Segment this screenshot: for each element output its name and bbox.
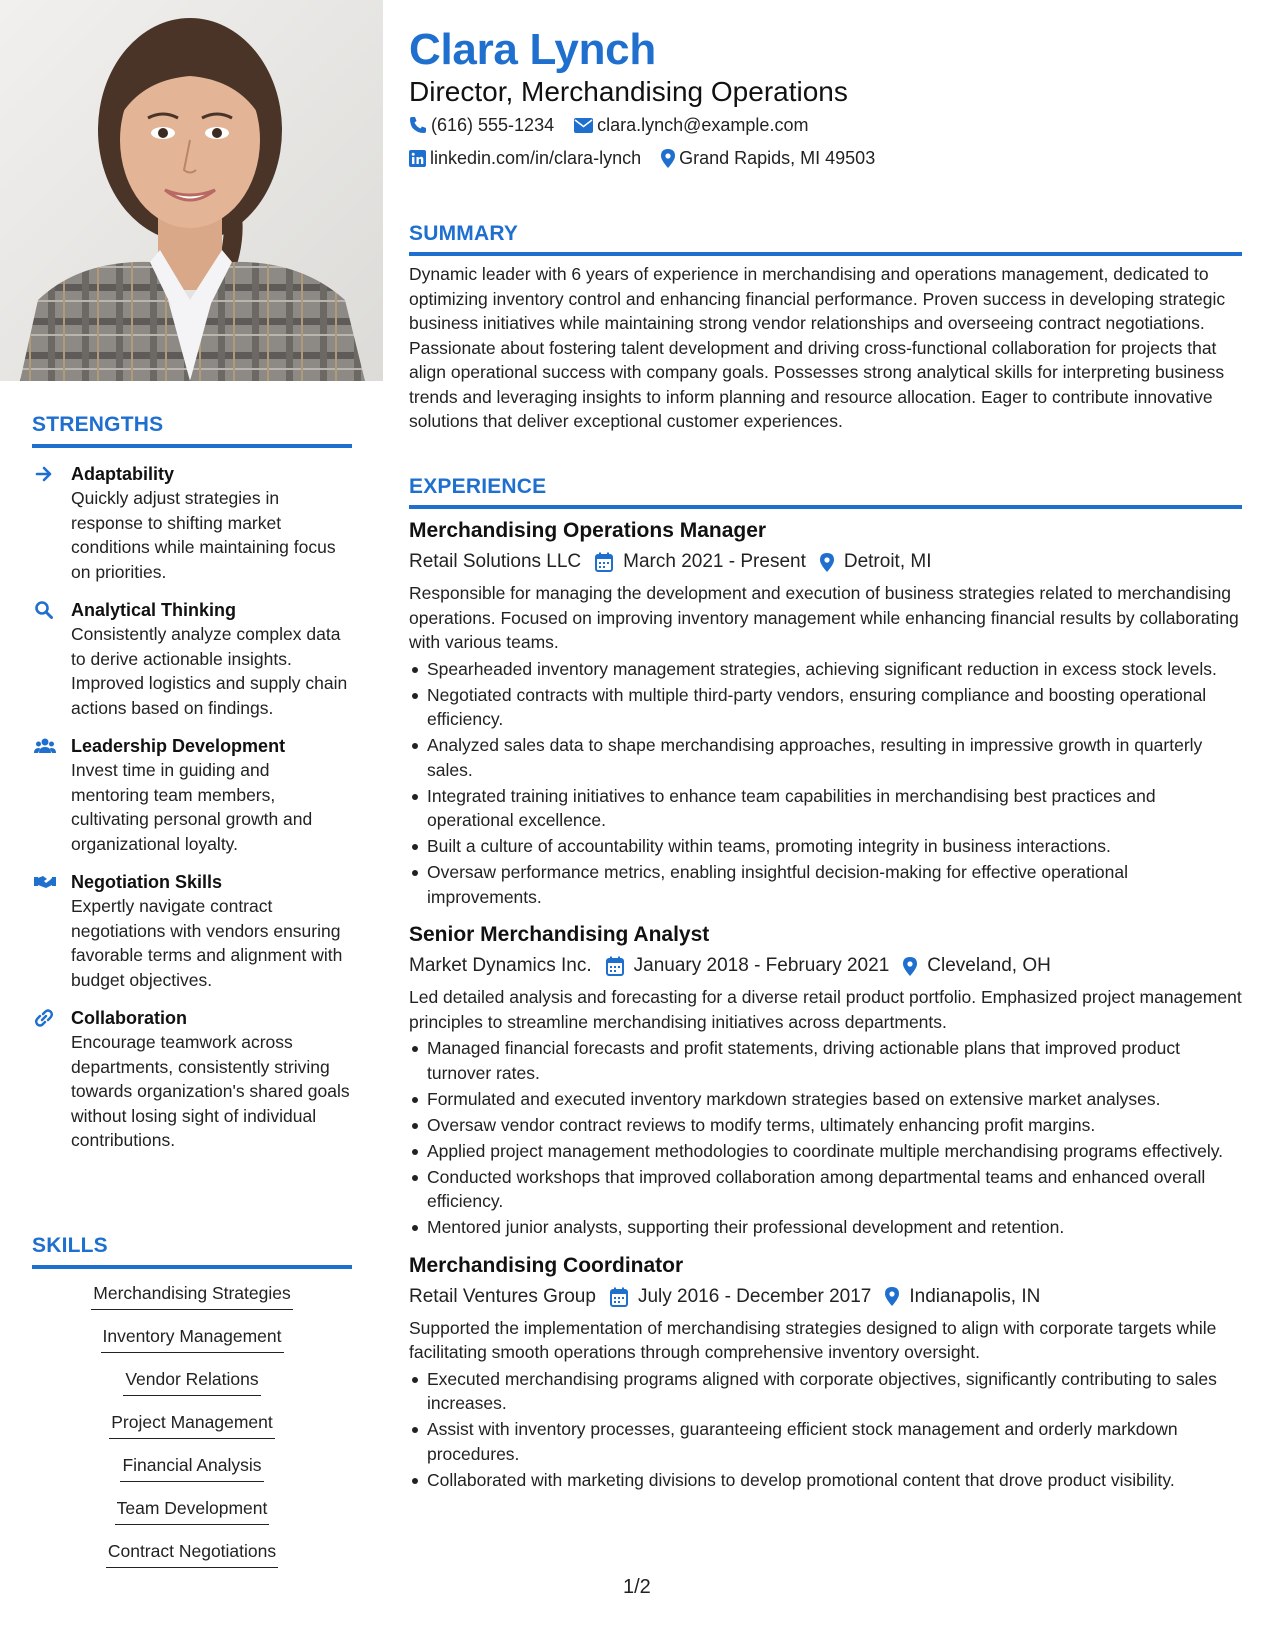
- job-bullet: Formulated and executed inventory markdown strategies based on extensive market analyses.: [409, 1087, 1242, 1112]
- job-description: Responsible for managing the development and execution of business strategies related to merchandising operations. Focused on improving inventory management while enhancing financial results by collaborating with various teams.: [409, 583, 1239, 652]
- summary-divider: [409, 252, 1242, 256]
- job-entry: [409, 921, 1242, 1240]
- job-bullet: Applied project management methodologies to coordinate multiple merchandising programs effectively.: [409, 1139, 1242, 1164]
- job-dates-wrap: [596, 1284, 871, 1310]
- map-pin-icon: [903, 957, 917, 976]
- map-pin-icon: [820, 553, 834, 572]
- job-meta: [409, 953, 1242, 979]
- email-contact[interactable]: [574, 113, 808, 137]
- strength-item: [32, 1006, 352, 1153]
- job-bullet: Mentored junior analysts, supporting their professional development and retention.: [409, 1215, 1242, 1240]
- job-entry: [409, 517, 1242, 909]
- skill-item: [32, 1367, 352, 1396]
- experience-section: [409, 475, 1242, 1494]
- job-company: Retail Ventures Group: [409, 1285, 596, 1307]
- job-bullet: Managed financial forecasts and profit statements, driving actionable plans that improved product turnover rates.: [409, 1036, 1242, 1085]
- job-bullet: Negotiated contracts with multiple third-party vendors, ensuring compliance and boosting operational efficiency.: [409, 683, 1242, 732]
- strength-name: Leadership Development: [71, 736, 286, 756]
- strengths-heading: STRENGTHS: [32, 413, 164, 436]
- strength-item: [32, 598, 352, 720]
- envelope-icon: [574, 118, 593, 133]
- strength-description: Expertly navigate contract negotiations with vendors ensuring favorable terms and alignment with budget objectives.: [71, 896, 343, 990]
- candidate-title: Director, Merchandising Operations: [409, 76, 848, 107]
- job-bullet: Built a culture of accountability within teams, promoting integrity in business interactions.: [409, 834, 1242, 859]
- strength-name: Collaboration: [71, 1008, 187, 1028]
- strengths-divider: [32, 444, 352, 448]
- job-location-wrap: [889, 953, 1051, 979]
- job-bullet: Oversaw performance metrics, enabling insightful decision-making for effective operational improvements.: [409, 860, 1242, 909]
- job-location: Detroit, MI: [843, 551, 932, 572]
- skill-item: [32, 1324, 352, 1353]
- skills-heading: SKILLS: [32, 1234, 108, 1257]
- location-contact: [661, 146, 875, 170]
- calendar-icon: [606, 956, 624, 976]
- job-title: Merchandising Coordinator: [409, 1253, 684, 1277]
- job-title: Merchandising Operations Manager: [409, 519, 767, 542]
- phone-contact[interactable]: [409, 113, 554, 137]
- phone-text: (616) 555-1234: [431, 115, 555, 135]
- summary-section: [409, 222, 1242, 434]
- strengths-section: [32, 413, 352, 1153]
- job-location-wrap: [871, 1284, 1040, 1310]
- skill-label: Merchandising Strategies: [91, 1281, 292, 1310]
- job-meta: [409, 1284, 1242, 1310]
- linkedin-icon: [409, 150, 426, 167]
- job-title: Senior Merchandising Analyst: [409, 923, 710, 946]
- skills-section: [32, 1234, 352, 1582]
- job-dates: March 2021 - Present: [623, 551, 806, 572]
- skill-label: Team Development: [115, 1496, 270, 1525]
- job-company: Market Dynamics Inc.: [409, 955, 592, 976]
- summary-text: Dynamic leader with 6 years of experience in merchandising and operations management, dedicated to optimizing inventory control and enhancing financial performance. Proven success in developing strategic business initiatives while maintaining strong vendor relationships and overseeing contract negotiations. Passionate about fostering talent development and driving cross-functional collaboration for projects that align operational success with company goals. Possesses strong analytical skills for interpreting business trends and leveraging insights to inform planning and resource allocation. Eager to contribute innovative solutions that deliver exceptional customer experiences.: [409, 264, 1226, 431]
- job-dates: January 2018 - February 2021: [633, 955, 890, 976]
- skill-label: Project Management: [109, 1410, 274, 1439]
- job-company: Retail Solutions LLC: [409, 551, 582, 572]
- linkedin-contact[interactable]: [409, 146, 641, 170]
- users-icon: [34, 736, 54, 756]
- job-dates-wrap: [592, 953, 890, 979]
- job-dates: July 2016 - December 2017: [637, 1285, 872, 1307]
- summary-heading: SUMMARY: [409, 222, 519, 245]
- handshake-icon: [34, 872, 54, 892]
- strength-item: [32, 870, 352, 992]
- job-bullet: Collaborated with marketing divisions to develop promotional content that drove product visibility.: [409, 1468, 1242, 1493]
- job-bullets: [409, 1036, 1242, 1240]
- skill-item: [32, 1453, 352, 1482]
- skill-item: [32, 1281, 352, 1310]
- skill-item: [32, 1410, 352, 1439]
- contact-row: [409, 113, 828, 137]
- job-bullet: Spearheaded inventory management strategies, achieving significant reduction in excess stock levels.: [409, 657, 1242, 682]
- job-bullet: Executed merchandising programs aligned with corporate objectives, significantly contributing to sales increases.: [409, 1367, 1242, 1416]
- job-dates-wrap: [581, 549, 806, 575]
- calendar-icon: [610, 1287, 628, 1307]
- search-icon: [34, 600, 54, 620]
- experience-heading: EXPERIENCE: [409, 475, 547, 498]
- location-text: Grand Rapids, MI 49503: [679, 148, 876, 168]
- skill-list: [32, 1281, 352, 1568]
- job-bullet: Integrated training initiatives to enhance team capabilities in merchandising best practices and operational excellence.: [409, 784, 1242, 833]
- strength-description: Quickly adjust strategies in response to shifting market conditions while maintaining focus on priorities.: [71, 488, 336, 582]
- strength-name: Adaptability: [71, 464, 175, 484]
- linkedin-text: linkedin.com/in/clara-lynch: [430, 148, 642, 168]
- job-description: Supported the implementation of merchandising strategies designed to align with corporate targets while facilitating smooth operations through comprehensive inventory oversight.: [409, 1317, 1217, 1362]
- sidebar: [0, 0, 383, 1650]
- map-pin-icon: [885, 1287, 899, 1306]
- job-bullet: Oversaw vendor contract reviews to modify terms, ultimately enhancing profit margins.: [409, 1113, 1242, 1138]
- email-text: clara.lynch@example.com: [597, 115, 809, 135]
- job-bullet: Assist with inventory processes, guaranteeing efficient stock management and orderly markdown procedures.: [409, 1417, 1242, 1466]
- job-location: Indianapolis, IN: [909, 1285, 1041, 1307]
- map-pin-icon: [661, 149, 675, 168]
- skills-divider: [32, 1265, 352, 1269]
- profile-photo: [0, 0, 383, 381]
- skill-label: Contract Negotiations: [106, 1539, 278, 1568]
- job-bullets: [409, 657, 1242, 910]
- strength-item: [32, 462, 352, 584]
- link-icon: [34, 1008, 54, 1028]
- experience-divider: [409, 505, 1242, 509]
- skill-label: Inventory Management: [101, 1324, 284, 1353]
- strength-description: Consistently analyze complex data to derive actionable insights. Improved logistics and supply chain actions based on findings.: [71, 624, 348, 718]
- page-number: 1/2: [623, 1576, 651, 1598]
- strength-description: Invest time in guiding and mentoring team members, cultivating personal growth and organizational loyalty.: [71, 760, 313, 854]
- skill-item: [32, 1496, 352, 1525]
- phone-icon: [409, 116, 427, 134]
- job-entry: [409, 1252, 1242, 1493]
- job-location: Cleveland, OH: [927, 955, 1051, 976]
- skill-label: Financial Analysis: [120, 1453, 263, 1482]
- job-meta: [409, 549, 1242, 575]
- calendar-icon: [595, 552, 613, 572]
- job-bullet: Analyzed sales data to shape merchandising approaches, resulting in impressive growth in quarterly sales.: [409, 733, 1242, 782]
- skill-label: Vendor Relations: [123, 1367, 260, 1396]
- arrow-right-icon: [34, 464, 54, 484]
- job-bullets: [409, 1367, 1242, 1493]
- strength-description: Encourage teamwork across departments, consistently striving towards organization's shared goals without losing sight of individual contributions.: [71, 1032, 350, 1150]
- job-location-wrap: [806, 549, 932, 575]
- candidate-name: Clara Lynch: [409, 25, 656, 74]
- skill-item: [32, 1539, 352, 1568]
- job-description: Led detailed analysis and forecasting for a diverse retail product portfolio. Emphasized project management principles to streamline merchandising initiatives across departments.: [409, 987, 1242, 1032]
- strength-name: Analytical Thinking: [71, 600, 237, 620]
- job-bullet: Conducted workshops that improved collaboration among departmental teams and enhanced overall efficiency.: [409, 1165, 1242, 1214]
- strength-name: Negotiation Skills: [71, 872, 223, 892]
- strength-item: [32, 734, 352, 856]
- contact-row: [409, 146, 895, 170]
